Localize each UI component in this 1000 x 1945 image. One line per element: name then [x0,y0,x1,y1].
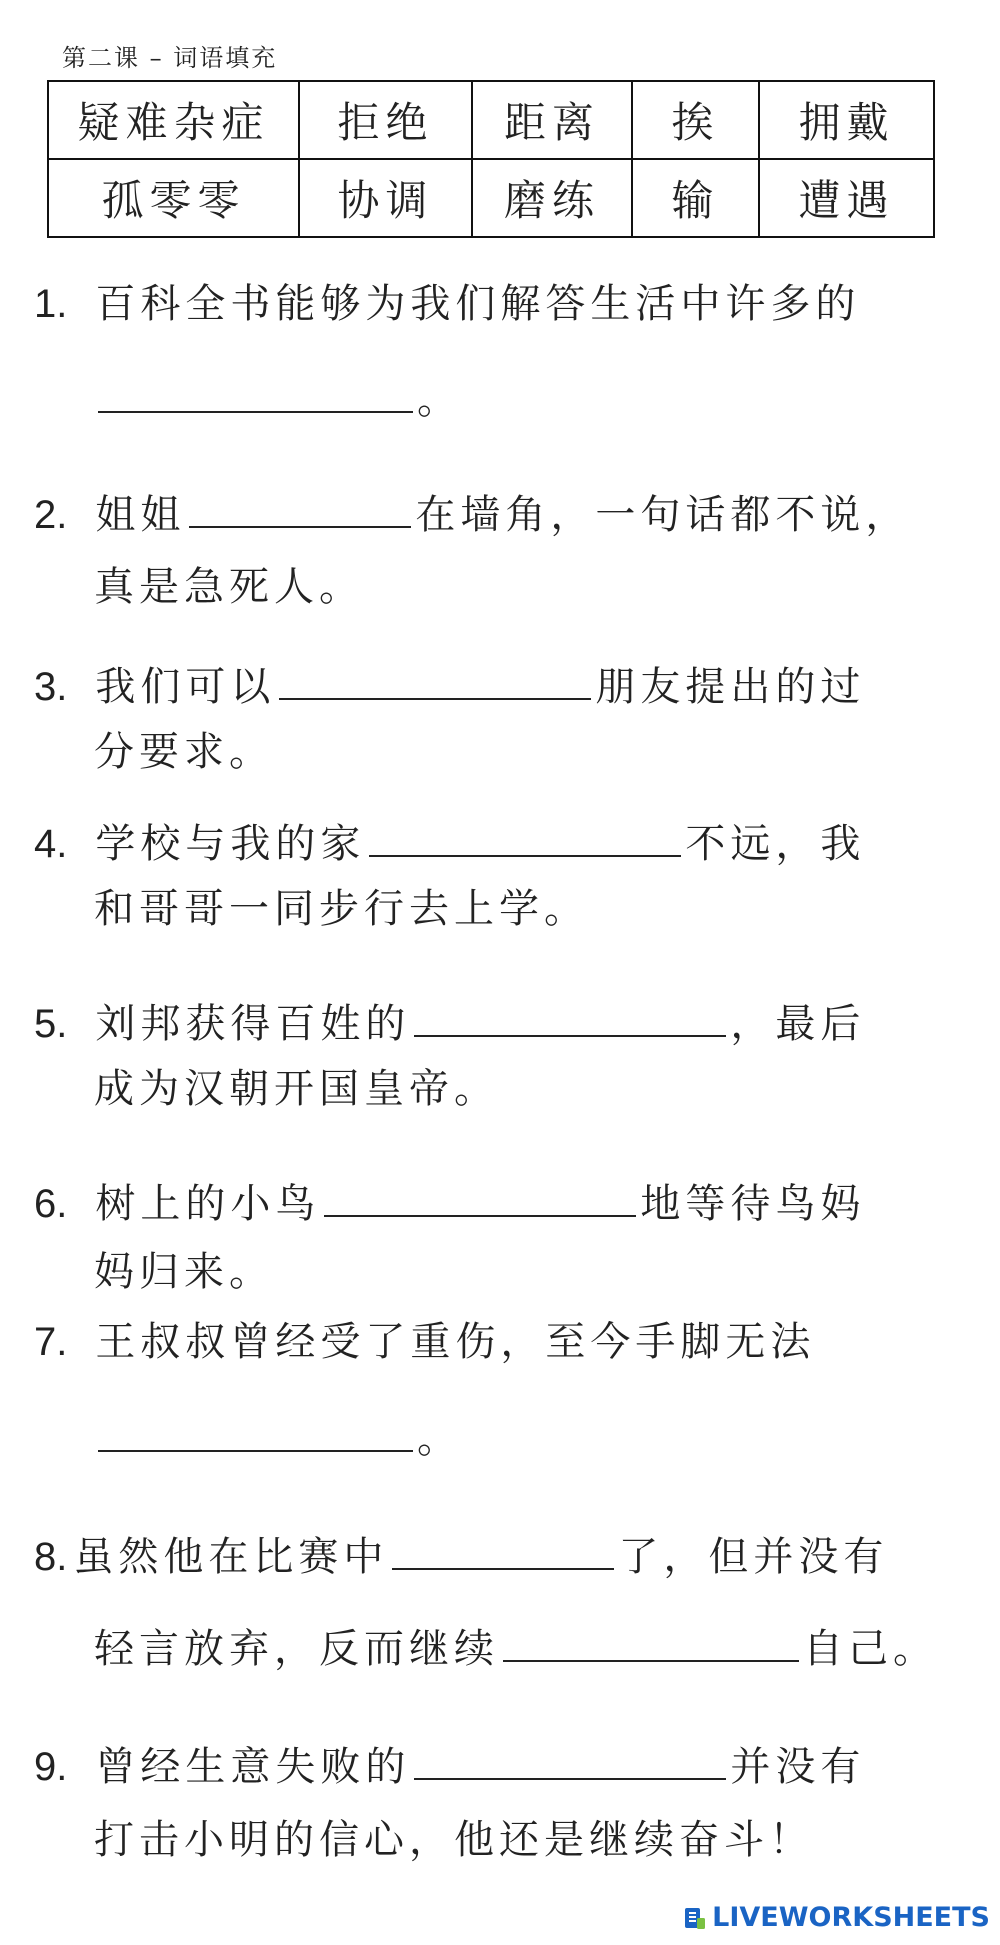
answer-blank[interactable] [392,1530,614,1570]
question-text: 学校与我的家 [95,821,366,867]
question-number: 6. [34,1182,68,1226]
question-text: 并没有 [730,1744,866,1790]
question-text: ，最后 [730,1001,866,1047]
question-text: 王叔叔曾经受了重伤，至今手脚无法 [95,1319,816,1365]
answer-blank[interactable] [414,997,726,1037]
question-number: 3. [34,665,68,709]
question-number: 1. [34,282,68,326]
question-text: 朋友提出的过 [595,664,866,710]
worksheet-title: 第二课 – 词语填充 [62,44,278,72]
word-bank-cell: 拥戴 [759,81,934,159]
word-bank-cell: 输 [632,159,759,237]
question-text: 不远，我 [685,821,866,867]
question-text: 分要求。 [94,729,274,775]
question-text: 妈归来。 [94,1249,274,1295]
question-text: 树上的小鸟 [95,1181,321,1227]
word-bank-cell: 孤零零 [48,159,299,237]
question-text: 刘邦获得百姓的 [95,1001,411,1047]
question-text: 。 [417,377,462,423]
question-text: 自己。 [803,1626,938,1672]
answer-blank[interactable] [98,1412,413,1452]
question-number: 4. [34,822,68,866]
answer-blank[interactable] [414,1740,726,1780]
word-bank-cell: 协调 [299,159,472,237]
question-text: 成为汉朝开国皇帝。 [94,1066,499,1112]
question-text: 在墙角，一句话都不说， [415,492,911,538]
answer-blank[interactable] [98,373,413,413]
word-bank-row [48,159,934,237]
question-text: 打击小明的信心，他还是继续奋斗！ [94,1817,814,1863]
answer-blank[interactable] [503,1622,799,1662]
word-bank-cell: 距离 [472,81,632,159]
liveworksheets-footer[interactable] [684,1902,990,1933]
answer-blank[interactable] [369,817,681,857]
question-text: 轻言放弃，反而继续 [94,1626,499,1672]
answer-blank[interactable] [189,488,411,528]
word-bank-row [48,81,934,159]
question-number: 9. [34,1745,68,1789]
answer-blank[interactable] [324,1177,636,1217]
question-text: 姐姐 [95,492,186,538]
word-bank-cell: 磨练 [472,159,632,237]
word-bank-table [47,80,935,238]
question-number: 7. [34,1320,68,1364]
word-bank-cell: 遭遇 [759,159,934,237]
question-text: 虽然他在比赛中 [73,1534,389,1580]
word-bank-cell: 挨 [632,81,759,159]
question-text: 曾经生意失败的 [95,1744,411,1790]
question-text: 真是急死人。 [94,564,364,610]
word-bank-cell: 疑难杂症 [48,81,299,159]
question-number: 8. [34,1535,68,1579]
question-number: 2. [34,493,68,537]
answer-blank[interactable] [279,660,591,700]
question-text: 我们可以 [95,664,276,710]
question-number: 5. [34,1002,68,1046]
liveworksheets-brand: LIVEWORKSHEETS [712,1902,990,1933]
liveworksheets-logo-icon [684,1905,706,1931]
question-text: 地等待鸟妈 [640,1181,866,1227]
question-text: 和哥哥一同步行去上学。 [94,886,589,932]
question-text: 百科全书能够为我们解答生活中许多的 [95,281,861,327]
question-text: 。 [417,1416,462,1462]
question-text: 了，但并没有 [618,1534,889,1580]
word-bank-cell: 拒绝 [299,81,472,159]
